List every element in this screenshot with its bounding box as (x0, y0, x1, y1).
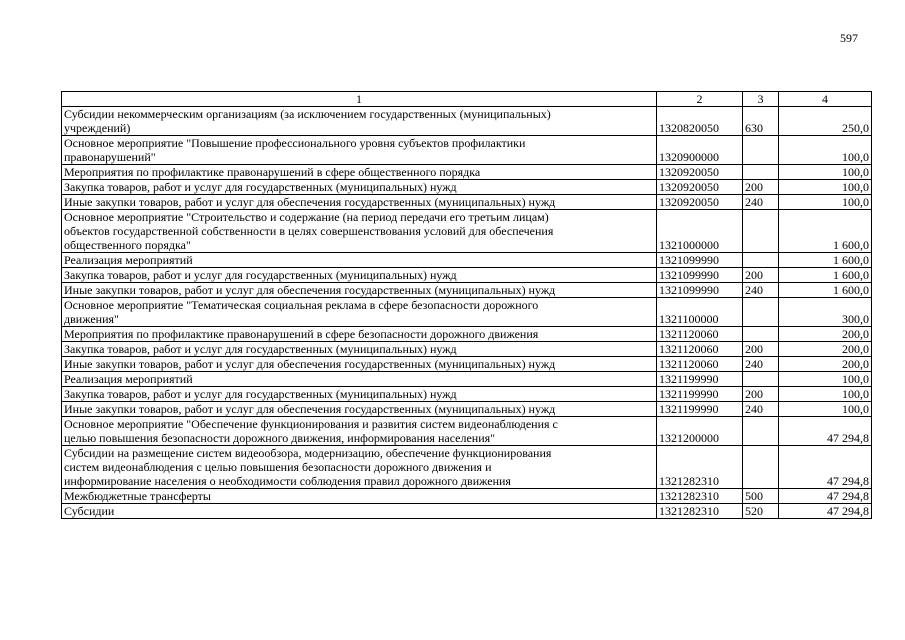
table-row (62, 210, 872, 253)
row-amount: 1 600,0 (779, 253, 872, 268)
table-row (62, 446, 872, 489)
row-amount: 300,0 (779, 298, 872, 327)
row-name: Иные закупки товаров, работ и услуг для обеспечения государственных (муниципальных) нужд (62, 402, 657, 417)
row-kind: 200 (743, 342, 779, 357)
row-amount: 47 294,8 (779, 417, 872, 446)
row-amount: 250,0 (779, 107, 872, 136)
row-name: Закупка товаров, работ и услуг для государственных (муниципальных) нужд (62, 342, 657, 357)
table-row (62, 268, 872, 283)
row-kind: 240 (743, 283, 779, 298)
row-kind (743, 210, 779, 253)
row-code: 1321199990 (657, 372, 743, 387)
row-code: 1320920050 (657, 195, 743, 210)
table-body (62, 107, 872, 519)
row-name: Межбюджетные трансферты (62, 489, 657, 504)
table-row (62, 180, 872, 195)
row-amount: 47 294,8 (779, 446, 872, 489)
row-code: 1320920050 (657, 180, 743, 195)
row-kind: 520 (743, 504, 779, 519)
row-kind (743, 136, 779, 165)
row-amount: 47 294,8 (779, 489, 872, 504)
row-amount: 1 600,0 (779, 268, 872, 283)
table-row (62, 372, 872, 387)
row-name: Закупка товаров, работ и услуг для государственных (муниципальных) нужд (62, 387, 657, 402)
row-code: 1321099990 (657, 253, 743, 268)
table-row (62, 327, 872, 342)
row-amount: 100,0 (779, 195, 872, 210)
row-name: Основное мероприятие "Строительство и содержание (на период передачи его третьим лицам) объектов государственной собственности в целях совершенствования условий для обеспечения общественного порядка" (62, 210, 657, 253)
row-name: Иные закупки товаров, работ и услуг для обеспечения государственных (муниципальных) нужд (62, 283, 657, 298)
table-row (62, 253, 872, 268)
row-code: 1320900000 (657, 136, 743, 165)
table-row (62, 342, 872, 357)
row-code: 1321120060 (657, 327, 743, 342)
row-kind (743, 417, 779, 446)
row-kind (743, 327, 779, 342)
table-row (62, 387, 872, 402)
row-kind: 200 (743, 387, 779, 402)
row-amount: 200,0 (779, 357, 872, 372)
row-name: Мероприятия по профилактике правонарушений в сфере безопасности дорожного движения (62, 327, 657, 342)
row-code: 1320820050 (657, 107, 743, 136)
row-kind: 500 (743, 489, 779, 504)
row-name: Субсидии (62, 504, 657, 519)
row-kind: 200 (743, 180, 779, 195)
table-row (62, 283, 872, 298)
row-amount: 100,0 (779, 402, 872, 417)
row-kind: 200 (743, 268, 779, 283)
row-kind: 240 (743, 357, 779, 372)
table-row (62, 107, 872, 136)
row-amount: 200,0 (779, 327, 872, 342)
row-name: Закупка товаров, работ и услуг для государственных (муниципальных) нужд (62, 180, 657, 195)
header-cell-code: 2 (657, 92, 743, 107)
row-kind: 240 (743, 195, 779, 210)
row-amount: 100,0 (779, 387, 872, 402)
row-amount: 200,0 (779, 342, 872, 357)
row-amount: 47 294,8 (779, 504, 872, 519)
row-kind (743, 446, 779, 489)
table-row (62, 402, 872, 417)
row-amount: 1 600,0 (779, 283, 872, 298)
row-code: 1321199990 (657, 402, 743, 417)
row-name: Основное мероприятие "Повышение профессионального уровня субъектов профилактики правонарушений" (62, 136, 657, 165)
row-kind: 240 (743, 402, 779, 417)
row-code: 1321200000 (657, 417, 743, 446)
row-kind (743, 372, 779, 387)
page-number: 597 (840, 31, 858, 45)
row-amount: 1 600,0 (779, 210, 872, 253)
header-cell-name: 1 (62, 92, 657, 107)
budget-table (61, 91, 872, 519)
row-kind: 630 (743, 107, 779, 136)
row-amount: 100,0 (779, 165, 872, 180)
table-row (62, 357, 872, 372)
row-name: Основное мероприятие "Обеспечение функционирования и развития систем видеонаблюдения с целью повышения безопасности дорожного движения, информирования населения" (62, 417, 657, 446)
row-name: Основное мероприятие "Тематическая социальная реклама в сфере безопасности дорожного движения" (62, 298, 657, 327)
row-code: 1321282310 (657, 446, 743, 489)
row-kind (743, 165, 779, 180)
row-name: Закупка товаров, работ и услуг для государственных (муниципальных) нужд (62, 268, 657, 283)
header-cell-amount: 4 (779, 92, 872, 107)
row-name: Иные закупки товаров, работ и услуг для обеспечения государственных (муниципальных) нужд (62, 195, 657, 210)
table-row (62, 298, 872, 327)
row-code: 1321282310 (657, 489, 743, 504)
row-code: 1321000000 (657, 210, 743, 253)
row-name: Иные закупки товаров, работ и услуг для обеспечения государственных (муниципальных) нужд (62, 357, 657, 372)
row-amount: 100,0 (779, 136, 872, 165)
row-name: Реализация мероприятий (62, 372, 657, 387)
row-name: Субсидии на размещение систем видеообзора, модернизацию, обеспечение функционирования систем видеонаблюдения с целью повышения безопасности дорожного движения и информирование населения о необходимости соблюдения правил дорожного движения (62, 446, 657, 489)
row-code: 1321100000 (657, 298, 743, 327)
table-row (62, 165, 872, 180)
table-row (62, 504, 872, 519)
row-code: 1321099990 (657, 283, 743, 298)
row-amount: 100,0 (779, 372, 872, 387)
row-kind (743, 253, 779, 268)
row-code: 1321282310 (657, 504, 743, 519)
table-row (62, 136, 872, 165)
table-row (62, 489, 872, 504)
row-code: 1321099990 (657, 268, 743, 283)
header-cell-kind: 3 (743, 92, 779, 107)
header-row (62, 92, 872, 107)
table-row (62, 195, 872, 210)
row-code: 1321120060 (657, 342, 743, 357)
row-kind (743, 298, 779, 327)
row-name: Субсидии некоммерческим организациям (за исключением государственных (муниципальных) учреждений) (62, 107, 657, 136)
row-name: Мероприятия по профилактике правонарушений в сфере общественного порядка (62, 165, 657, 180)
table-row (62, 417, 872, 446)
row-name: Реализация мероприятий (62, 253, 657, 268)
row-code: 1321120060 (657, 357, 743, 372)
row-code: 1320920050 (657, 165, 743, 180)
row-code: 1321199990 (657, 387, 743, 402)
row-amount: 100,0 (779, 180, 872, 195)
